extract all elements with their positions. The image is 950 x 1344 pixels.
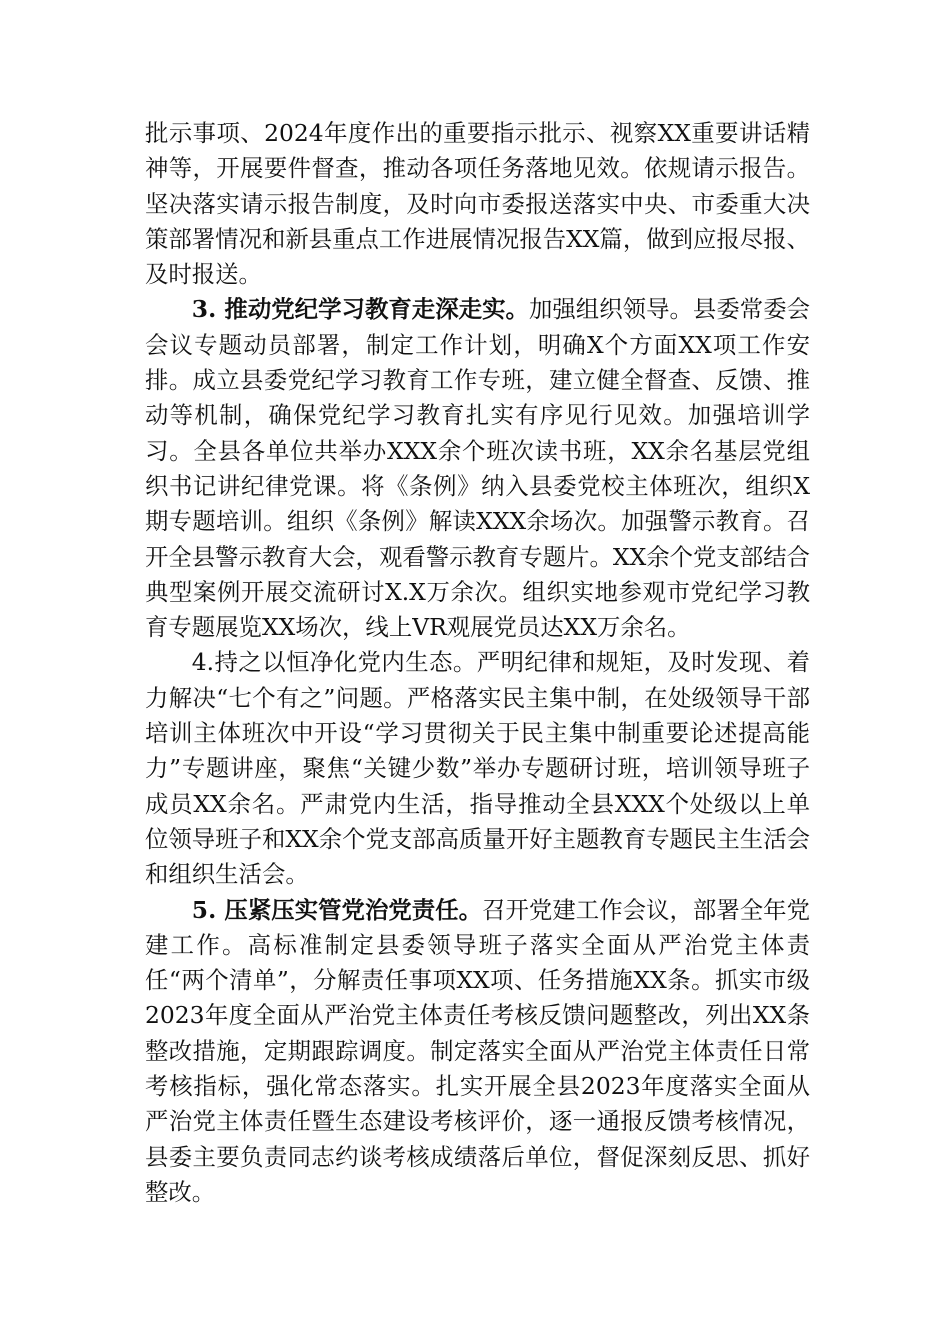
section-heading: 3. 推动党纪学习教育走深走实。 xyxy=(191,295,529,324)
paragraph-text: 加强组织领导。县委常委会会议专题动员部署，制定工作计划，明确X个方面XX项工作安排。成立县委党纪学习教育工作专班，建立健全督查、反馈、推动等机制，确保党纪学习教育扎实有序见行见效。加强培训学习。全县各单位共举办XXX余个班次读书班，XX余名基层党组织书记讲纪律党课。将《条例》纳入县委党校主体班次，组织X期专题培训。组织《条例》解读XXX余场次。加强警示教育。召开全县警示教育大会，观看警示教育专题片。XX余个党支部结合典型案例开展交流研讨X.X万余次。组织实地参观市党纪学习教育专题展览XX场次，线上VR观展党员达XX万余名。 xyxy=(145,295,811,642)
paragraph-text: 召开党建工作会议，部署全年党建工作。高标准制定县委领导班子落实全面从严治党主体责任“两个清单”，分解责任事项XX项、任务措施XX条。抓实市级2023年度全面从严治党主体责任考核反馈问题整改，列出XX条整改措施，定期跟踪调度。制定落实全面从严治党主体责任日常考核指标，强化常态落实。扎实开展全县2023年度落实全面从严治党主体责任暨生态建设考核评价，逐一通报反馈考核情况，县委主要负责同志约谈考核成绩落后单位，督促深刻反思、抓好整改。 xyxy=(145,895,811,1206)
paragraph-section-5 xyxy=(145,893,810,1211)
paragraph-text: 4.持之以恒净化党内生态。严明纪律和规矩，及时发现、着力解决“七个有之”问题。严格落实民主集中制，在处级领导干部培训主体班次中开设“学习贯彻关于民主集中制重要论述提高能力”专题讲座，聚焦“关键少数”举办专题研讨班，培训领导班子成员XX余名。严肃党内生活，指导推动全县XXX个处级以上单位领导班子和XX余个党支部高质量开好主题教育专题民主生活会和组织生活会。 xyxy=(145,648,810,889)
paragraph-section-4 xyxy=(145,645,810,892)
paragraph-text: 批示事项、2024年度作出的重要指示批示、视察XX重要讲话精神等，开展要件督查，推动各项任务落地见效。依规请示报告。坚决落实请示报告制度，及时向市委报送落实中央、市委重大决策部署情况和新县重点工作进展情况报告XX篇，做到应报尽报、及时报送。 xyxy=(145,119,810,289)
document-body xyxy=(145,116,810,1210)
section-heading: 5. 压紧压实管党治党责任。 xyxy=(191,895,483,924)
paragraph-section-3 xyxy=(145,292,810,645)
paragraph-continuation xyxy=(145,116,810,292)
